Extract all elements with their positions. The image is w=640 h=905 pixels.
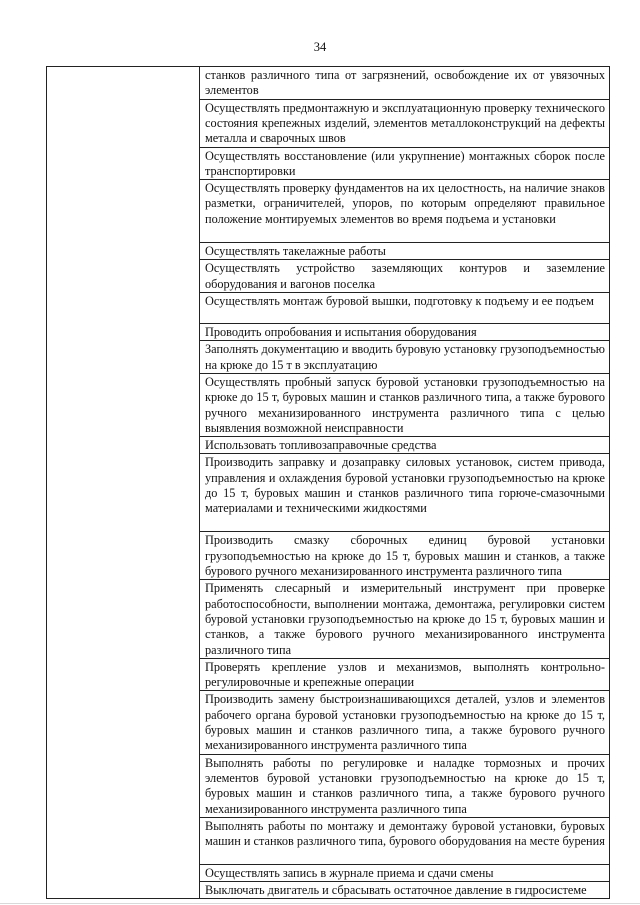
table-cell: Осуществлять устройство заземляющих контуров и заземление оборудования и вагонов поселка — [200, 260, 610, 293]
table-cell: Выключать двигатель и сбрасывать остаточное давление в гидросистеме — [200, 882, 610, 899]
table-left-column — [47, 67, 200, 899]
scan-edge — [0, 903, 640, 904]
table-cell: Осуществлять такелажные работы — [200, 243, 610, 260]
table-cell: Производить замену быстроизнашивающихся деталей, узлов и элементов рабочего органа буровой установки грузоподъемностью на крюке до 15 т, буровых машин и станков различного типа, а также бурового ручного механизированного инструмента различного типа — [200, 691, 610, 754]
table-cell: Заполнять документацию и вводить буровую установку грузоподъемностью на крюке до 15 т в эксплуатацию — [200, 341, 610, 374]
table-cell: Проводить опробования и испытания оборудования — [200, 324, 610, 341]
table-cell: Применять слесарный и измерительный инструмент при проверке работоспособности, выполнении монтажа, демонтажа, регулировки систем буровой установки грузоподъемностью на крюке до 15 т, буровых машин и станков, а также бурового ручного механизированного инструмента различного типа — [200, 580, 610, 658]
table-cell: Проверять крепление узлов и механизмов, выполнять контрольно-регулировочные и крепежные операции — [200, 658, 610, 691]
table-cell: Осуществлять восстановление (или укрупнение) монтажных сборок после транспортировки — [200, 147, 610, 180]
table-cell: Производить смазку сборочных единиц буровой установки грузоподъемностью на крюке до 15 т, буровых машин и станков, а также бурового ручного механизированного инструмента различного типа — [200, 532, 610, 580]
skills-table — [46, 66, 610, 899]
table-cell: Осуществлять предмонтажную и эксплуатационную проверку технического состояния крепежных изделий, элементов металлоконструкций на дефекты металла и сварочных швов — [200, 99, 610, 147]
table-row — [47, 67, 610, 100]
table-cell: Выполнять работы по регулировке и наладке тормозных и прочих элементов буровой установки грузоподъемностью на крюке до 15 т, буровых машин и станков различного типа, а также бурового ручного механизированного инструмента различного типа — [200, 754, 610, 817]
table-cell: Использовать топливозаправочные средства — [200, 437, 610, 454]
table-cell: Выполнять работы по монтажу и демонтажу буровой установки, буровых машин и станков различного типа, бурового оборудования на месте бурения — [200, 817, 610, 864]
table-cell: станков различного типа от загрязнений, освобождение их от увязочных элементов — [200, 67, 610, 100]
table-cell: Осуществлять проверку фундаментов на их целостность, на наличие знаков разметки, ограничителей, упоров, по которым определяют правильное положение монтируемых элементов во время подъема и установки — [200, 180, 610, 243]
table-cell: Осуществлять запись в журнале приема и сдачи смены — [200, 864, 610, 881]
table-cell: Осуществлять пробный запуск буровой установки грузоподъемностью на крюке до 15 т, буровых машин и станков различного типа, а также бурового ручного механизированного инструмента различного типа с целью выявления возможной неисправности — [200, 373, 610, 436]
table-cell: Осуществлять монтаж буровой вышки, подготовку к подъему и ее подъем — [200, 293, 610, 324]
page-number: 34 — [313, 40, 327, 54]
table-cell: Производить заправку и дозаправку силовых установок, систем привода, управления и охлаждения буровой установки грузоподъемностью на крюке до 15 т, буровых машин и станков различного типа горюче-смазочными материалами и техническими жидкостями — [200, 454, 610, 532]
